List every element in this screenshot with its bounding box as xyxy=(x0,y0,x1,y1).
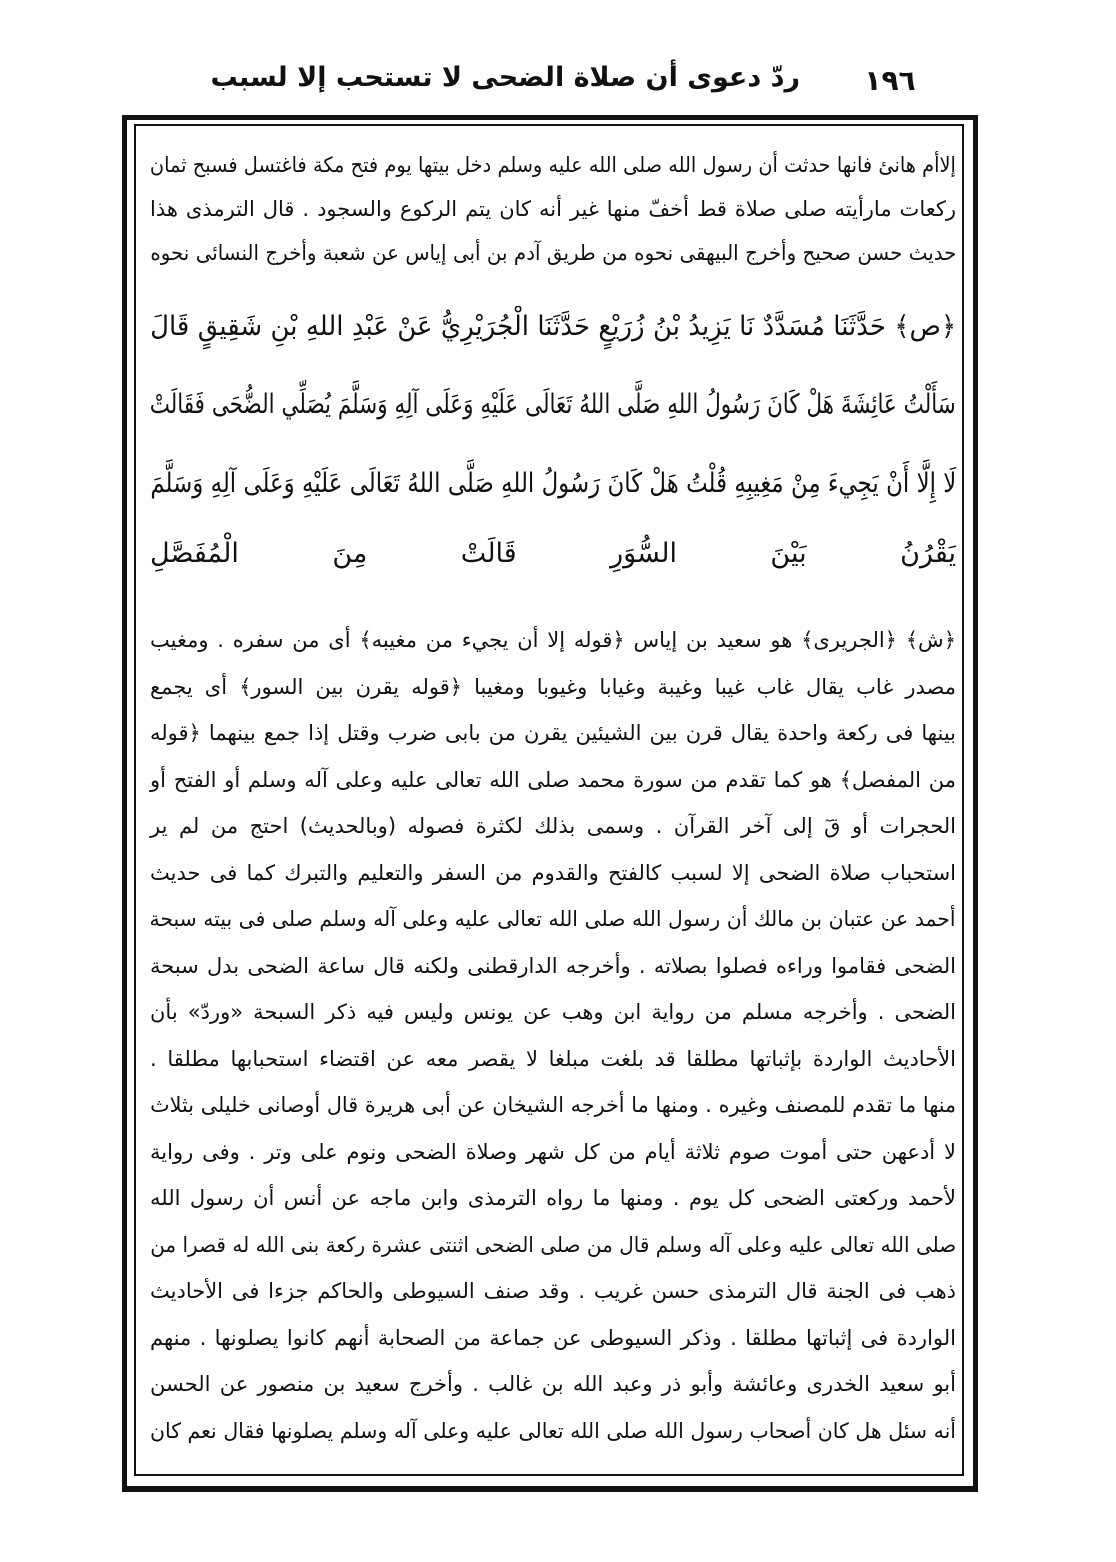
commentary-line: من المفصل﴾ هو كما تقدم من سورة محمد صلى الله تعالى عليه وعلى آله وسلم أو الفتح أو xyxy=(150,767,956,792)
running-header-title: ردّ دعوى أن صلاة الضحى لا تستحب إلا لسبب xyxy=(210,62,800,93)
commentary-line: ﴿ش﴾ ﴿الجريرى﴾ هو سعيد بن إياس ﴿قوله إلا أن يجيء من مغيبه﴾ أى من سفره . ومغيب xyxy=(150,628,956,652)
text-line: إلاأم هانئ فانها حدثت أن رسول الله صلى الله عليه وسلم دخل بيتها يوم فتح مكة فاغتسل فسبح ثمان xyxy=(150,153,956,177)
text-line: حديث حسن صحيح وأخرج البيهقى نحوه من طريق آدم بن أبى إياس عن شعبة وأخرج النسائى نحوه xyxy=(150,241,956,265)
commentary-line: الضحى . وأخرجه مسلم من رواية ابن وهب عن يونس وليس فيه ذكر السبحة «وردّ» بأن xyxy=(150,1000,956,1024)
commentary-line: لا أدعهن حتى أموت صوم ثلاثة أيام من كل شهر وصلاة الضحى ونوم على وتر . وفى رواية xyxy=(150,1139,956,1164)
commentary-line: أنه سئل هل كان أصحاب رسول الله صلى الله تعالى عليه وعلى آله وسلم يصلونها فقال نعم كان xyxy=(150,1418,956,1443)
commentary-line: بينها فى ركعة واحدة يقال قرن بين الشيئين يقرن من بابى ضرب وقتل إذا جمع بينهما ﴿قوله xyxy=(150,721,956,745)
commentary-line: أبو سعيد الخدرى وعائشة وأبو ذر وعبد الله بن غالب . وأخرج سعيد بن منصور عن الحسن xyxy=(150,1372,956,1396)
commentary-line: صلى الله تعالى عليه وعلى آله وسلم قال من صلى الضحى اثنتى عشرة ركعة بنى الله له قصرا من xyxy=(150,1232,956,1257)
hadith-line: يَقْرُنُ بَيْنَ السُّوَرِ قَالَتْ مِنَ الْمُفَصَّلِ xyxy=(150,538,956,569)
commentary-line: ذهب فى الجنة قال الترمذى حسن غريب . وقد صنف السيوطى والحاكم جزءا فى الأحاديث xyxy=(150,1279,956,1303)
commentary-line: أحمد عن عتبان بن مالك أن رسول الله صلى الله تعالى عليه وعلى آله وسلم صلى فى بيته سبحة xyxy=(150,907,956,931)
commentary-line: الأحاديث الواردة بإثباتها مطلقا قد بلغت مبلغا لا يقصر معه عن اقتضاء استحبابها مطلقا . xyxy=(150,1046,956,1071)
commentary-line: الضحى فقاموا وراءه فصلوا بصلاته . وأخرجه الدارقطنى ولكنه قال ساعة الضحى بدل سبحة xyxy=(150,953,956,978)
commentary-line: مصدر غاب يقال غاب غيبا وغيبة وغيابا وغيوبا ومغيبا ﴿قوله يقرن بين السور﴾ أى يجمع xyxy=(150,674,956,699)
commentary-line: الحجرات أو قٓ إلى آخر القرآن . وسمى بذلك لكثرة فصوله (وبالحديث) احتج من لم ير xyxy=(150,814,956,838)
hadith-line: سَأَلْتُ عَائِشَةَ هَلْ كَانَ رَسُولُ اللهِ صَلَّى اللهُ تَعَالَى عَلَيْهِ وَعَلَى آلِهِ وَسَلَّمَ يُصَلِّي الضُّحَى فَقَالَتْ xyxy=(150,389,956,420)
commentary-line: الواردة فى إثباتها مطلقا . وذكر السيوطى عن جماعة من الصحابة أنهم كانوا يصلونها . منهم xyxy=(150,1325,956,1350)
commentary-line: لأحمد وركعتى الضحى كل يوم . ومنها ما رواه الترمذى وابن ماجه عن أنس أن رسول الله xyxy=(150,1186,956,1210)
page-number: ١٩٦ xyxy=(864,64,916,97)
text-line: ركعات مارأيته صلى صلاة قط أخفّ منها غير أنه كان يتم الركوع والسجود . قال الترمذى هذا xyxy=(150,197,956,221)
commentary-line: منها ما تقدم للمصنف وغيره . ومنها ما أخرجه الشيخان عن أبى هريرة قال أوصانى خليلى بثلاث xyxy=(150,1093,956,1117)
hadith-line: لَا إِلَّا أَنْ يَجِيءَ مِنْ مَغِيبِهِ قُلْتُ هَلْ كَانَ رَسُولُ اللهِ صَلَّى اللهُ تَعَالَى عَلَيْهِ وَعَلَى آلِهِ وَسَلَّمَ xyxy=(150,468,956,499)
commentary-line: استحباب صلاة الضحى إلا لسبب كالفتح والقدوم من السفر والتعليم والتبرك كما فى حديث xyxy=(150,860,956,885)
hadith-line: ﴿ص﴾ حَدَّثَنَا مُسَدَّدٌ نَا يَزِيدُ بْنُ زُرَيْعٍ حَدَّثَنَا الْجُرَيْرِيُّ عَنْ عَبْدِ اللهِ بْنِ شَقِيقٍ قَالَ xyxy=(150,311,956,342)
